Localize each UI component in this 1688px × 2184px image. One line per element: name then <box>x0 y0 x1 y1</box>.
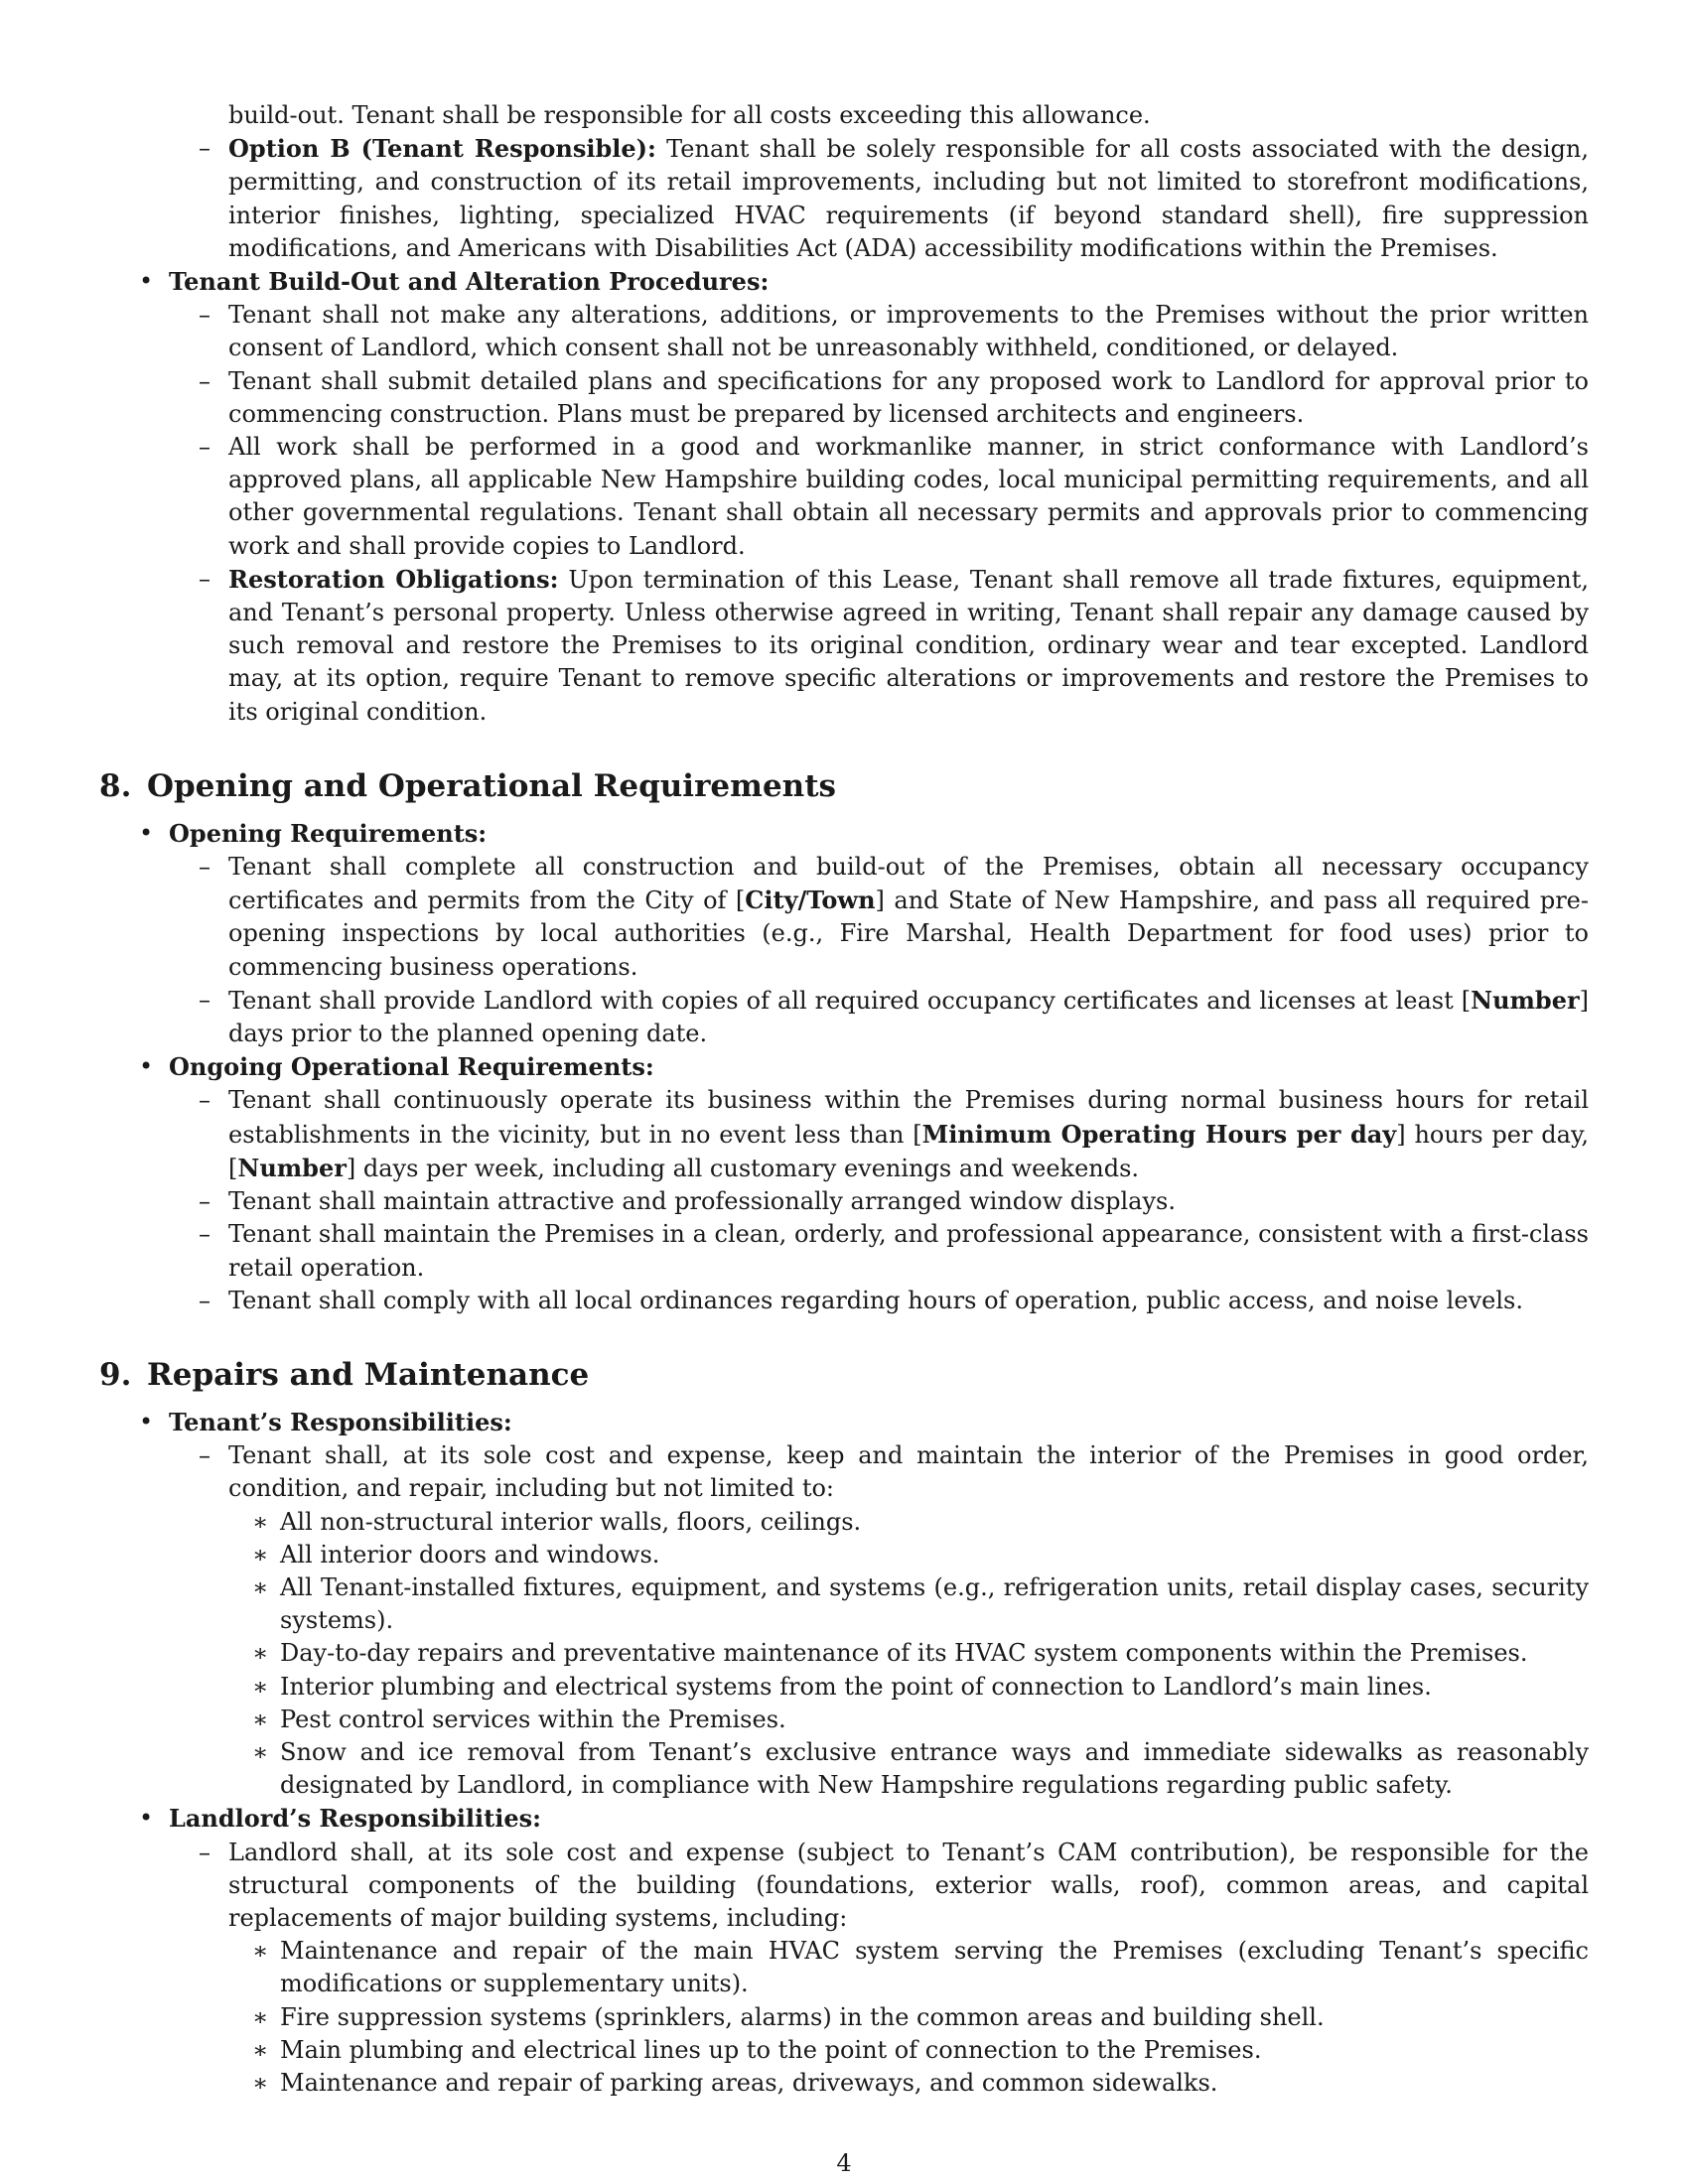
item-text: Maintenance and repair of the main HVAC system serving the Premises (excluding Tenant’s specific modifications or supplementary units). <box>280 1937 1589 1998</box>
sub-list-item <box>252 1539 1589 1571</box>
dash-marker: – <box>199 1286 211 1314</box>
item-text: Tenant shall complete all construction and build-out of the Premises, obtain all necessary occupancy certificates and permits from the City of [ <box>228 853 1589 915</box>
asterisk-marker: ∗ <box>252 1572 269 1601</box>
section-9-heading <box>99 1355 1589 1395</box>
tenant-heading: Tenant’s Responsibilities: <box>169 1407 512 1436</box>
section-title: Opening and Operational Requirements <box>147 767 836 804</box>
section-title: Repairs and Maintenance <box>147 1356 590 1393</box>
list-item <box>199 851 1589 984</box>
section-number: 8. <box>99 767 132 804</box>
list-item <box>199 299 1589 364</box>
bullet-marker: • <box>139 1407 154 1435</box>
list-item <box>199 431 1589 563</box>
list-item <box>199 984 1589 1050</box>
opening-heading-item <box>139 817 1589 851</box>
list-item <box>199 1837 1589 1936</box>
item-text: ] hours per day, [ <box>228 1120 1589 1182</box>
restoration-text: Upon termination of this Lease, Tenant shall remove all trade fixtures, equipment, and Tenant’s personal property. Unless otherwise agreed in writing, Tenant shall repair any damage caused by such removal and restore the Premises to its original condition, ordinary wear and tear excepted. Landlord may, at its option, require Tenant to remove specific alterations or improvements and restore the Premises to its original condition. <box>228 565 1589 726</box>
dash-marker: – <box>199 853 211 882</box>
item-text: Tenant shall maintain the Premises in a clean, orderly, and professional appearance, consistent with a first-class retail operation. <box>228 1220 1589 1282</box>
item-text: ] days prior to the planned opening date. <box>228 986 1589 1048</box>
item-text: ] and State of New Hampshire, and pass all required pre-opening inspections by local authorities (e.g., Fire Marshal, Health Department for food uses) prior to commencing business operations. <box>228 887 1589 981</box>
sub-list-item <box>252 2001 1589 2034</box>
list-item <box>199 1285 1589 1317</box>
asterisk-marker: ∗ <box>252 2002 269 2031</box>
sub-list-item <box>252 1571 1589 1637</box>
dash-marker: – <box>199 1086 211 1115</box>
list-item <box>199 1084 1589 1185</box>
asterisk-marker: ∗ <box>252 1705 269 1733</box>
sub-list-item <box>252 1704 1589 1736</box>
item-text: Tenant shall maintain attractive and professionally arranged window displays. <box>228 1187 1176 1216</box>
item-text: All Tenant-installed fixtures, equipment, and systems (e.g., refrigeration units, retail display cases, security systems). <box>280 1572 1589 1635</box>
item-text: Tenant shall comply with all local ordinances regarding hours of operation, public access, and noise levels. <box>228 1286 1523 1314</box>
bullet-marker: • <box>139 267 154 296</box>
sub-list-item <box>252 1671 1589 1704</box>
buildout-item-text: Tenant shall submit detailed plans and specifications for any proposed work to Landlord for approval prior to commencing construction. Plans must be prepared by licensed architects and engineers. <box>228 366 1589 428</box>
placeholder-field: Number <box>237 1153 347 1182</box>
dash-marker: – <box>199 433 211 462</box>
asterisk-marker: ∗ <box>252 1672 269 1701</box>
item-text: All interior doors and windows. <box>280 1540 660 1569</box>
option-b-text: Tenant shall be solely responsible for all costs associated with the design, permitting, and construction of its retail improvements, including but not limited to storefront modifications, interior finishes, lighting, specialized HVAC requirements (if beyond standard shell), fire suppression modifications, and Americans with Disabilities Act (ADA) accessibility modifications within the Premises. <box>228 135 1589 262</box>
dash-marker: – <box>199 1187 211 1216</box>
item-text: All non-structural interior walls, floors, ceilings. <box>280 1507 862 1536</box>
item-text: Maintenance and repair of parking areas, driveways, and common sidewalks. <box>280 2068 1218 2097</box>
dash-marker: – <box>199 1838 211 1866</box>
buildout-item-text: Tenant shall not make any alterations, additions, or improvements to the Premises without the prior written consent of Landlord, which consent shall not be unreasonably withheld, conditioned, or delayed. <box>228 301 1589 362</box>
item-text: Interior plumbing and electrical systems from the point of connection to Landlord’s main lines. <box>280 1672 1432 1701</box>
page-number: 4 <box>836 2149 852 2177</box>
item-text: Main plumbing and electrical lines up to the point of connection to the Premises. <box>280 2035 1262 2064</box>
section-8-heading <box>99 766 1589 806</box>
dash-marker: – <box>199 301 211 330</box>
sub-list-item <box>252 1935 1589 2000</box>
ongoing-heading-item <box>139 1050 1589 1084</box>
dash-marker: – <box>199 564 211 593</box>
bullet-marker: • <box>139 1804 154 1833</box>
buildout-heading: Tenant Build-Out and Alteration Procedures: <box>169 267 770 297</box>
buildout-heading-item <box>139 265 1589 299</box>
asterisk-marker: ∗ <box>252 1639 269 1668</box>
section-number: 9. <box>99 1356 132 1393</box>
placeholder-field: City/Town <box>745 886 876 915</box>
restoration-label: Restoration Obligations: <box>228 564 559 594</box>
list-item <box>199 365 1589 431</box>
restoration-item <box>199 563 1589 729</box>
item-text: Fire suppression systems (sprinklers, alarms) in the common areas and building shell. <box>280 2002 1325 2031</box>
sub-list-item <box>252 1637 1589 1670</box>
dash-marker: – <box>199 1220 211 1249</box>
option-b-label: Option B (Tenant Responsible): <box>228 134 656 164</box>
item-text: Snow and ice removal from Tenant’s exclusive entrance ways and immediate sidewalks as reasonably designated by Landlord, in compliance with New Hampshire regulations regarding public safety. <box>280 1737 1589 1800</box>
continuation-text: build-out. Tenant shall be responsible for all costs exceeding this allowance. <box>228 101 1151 129</box>
bullet-marker: • <box>139 1052 154 1081</box>
dash-marker: – <box>199 985 211 1014</box>
asterisk-marker: ∗ <box>252 1507 269 1536</box>
dash-marker: – <box>199 1441 211 1470</box>
asterisk-marker: ∗ <box>252 2035 269 2064</box>
ongoing-heading: Ongoing Operational Requirements: <box>169 1052 654 1082</box>
option-b-item <box>199 132 1589 265</box>
item-text: Tenant shall provide Landlord with copies of all required occupancy certificates and licenses at least [ <box>228 986 1472 1015</box>
tenant-heading-item <box>139 1406 1589 1439</box>
opening-heading: Opening Requirements: <box>169 818 488 848</box>
placeholder-field: Number <box>1471 985 1580 1015</box>
item-text: Tenant shall, at its sole cost and expense, keep and maintain the interior of the Premises in good order, condition, and repair, including but not limited to: <box>228 1441 1589 1503</box>
placeholder-field: Minimum Operating Hours per day <box>921 1119 1397 1149</box>
document-page <box>99 99 1589 2100</box>
asterisk-marker: ∗ <box>252 1737 269 1766</box>
list-item <box>199 1439 1589 1505</box>
asterisk-marker: ∗ <box>252 1937 269 1966</box>
item-text: ] days per week, including all customary evenings and weekends. <box>346 1154 1140 1182</box>
landlord-heading: Landlord’s Responsibilities: <box>169 1804 541 1834</box>
item-text: Landlord shall, at its sole cost and expense (subject to Tenant’s CAM contribution), be responsible for the structural components of the building (foundations, exterior walls, roof), common areas, and capital replacements of major building systems, including: <box>228 1838 1589 1932</box>
asterisk-marker: ∗ <box>252 1540 269 1569</box>
item-text: Day-to-day repairs and preventative maintenance of its HVAC system components within the Premises. <box>280 1639 1528 1668</box>
bullet-marker: • <box>139 818 154 847</box>
list-item <box>199 1185 1589 1218</box>
option-a-continuation <box>228 99 1589 132</box>
sub-list-item <box>252 1506 1589 1539</box>
sub-list-item <box>252 2034 1589 2067</box>
item-text: Pest control services within the Premises. <box>280 1705 786 1733</box>
landlord-heading-item <box>139 1802 1589 1836</box>
sub-list-item <box>252 1736 1589 1802</box>
dash-marker: – <box>199 134 211 163</box>
list-item <box>199 1218 1589 1284</box>
item-text: Tenant shall continuously operate its business within the Premises during normal business hours for retail establishments in the vicinity, but in no event less than [ <box>228 1086 1589 1149</box>
buildout-item-text: All work shall be performed in a good and workmanlike manner, in strict conformance with Landlord’s approved plans, all applicable New Hampshire building codes, local municipal permitting requirements, and all other governmental regulations. Tenant shall obtain all necessary permits and approvals prior to commencing work and shall provide copies to Landlord. <box>228 433 1589 560</box>
dash-marker: – <box>199 366 211 395</box>
asterisk-marker: ∗ <box>252 2068 269 2097</box>
sub-list-item <box>252 2067 1589 2100</box>
